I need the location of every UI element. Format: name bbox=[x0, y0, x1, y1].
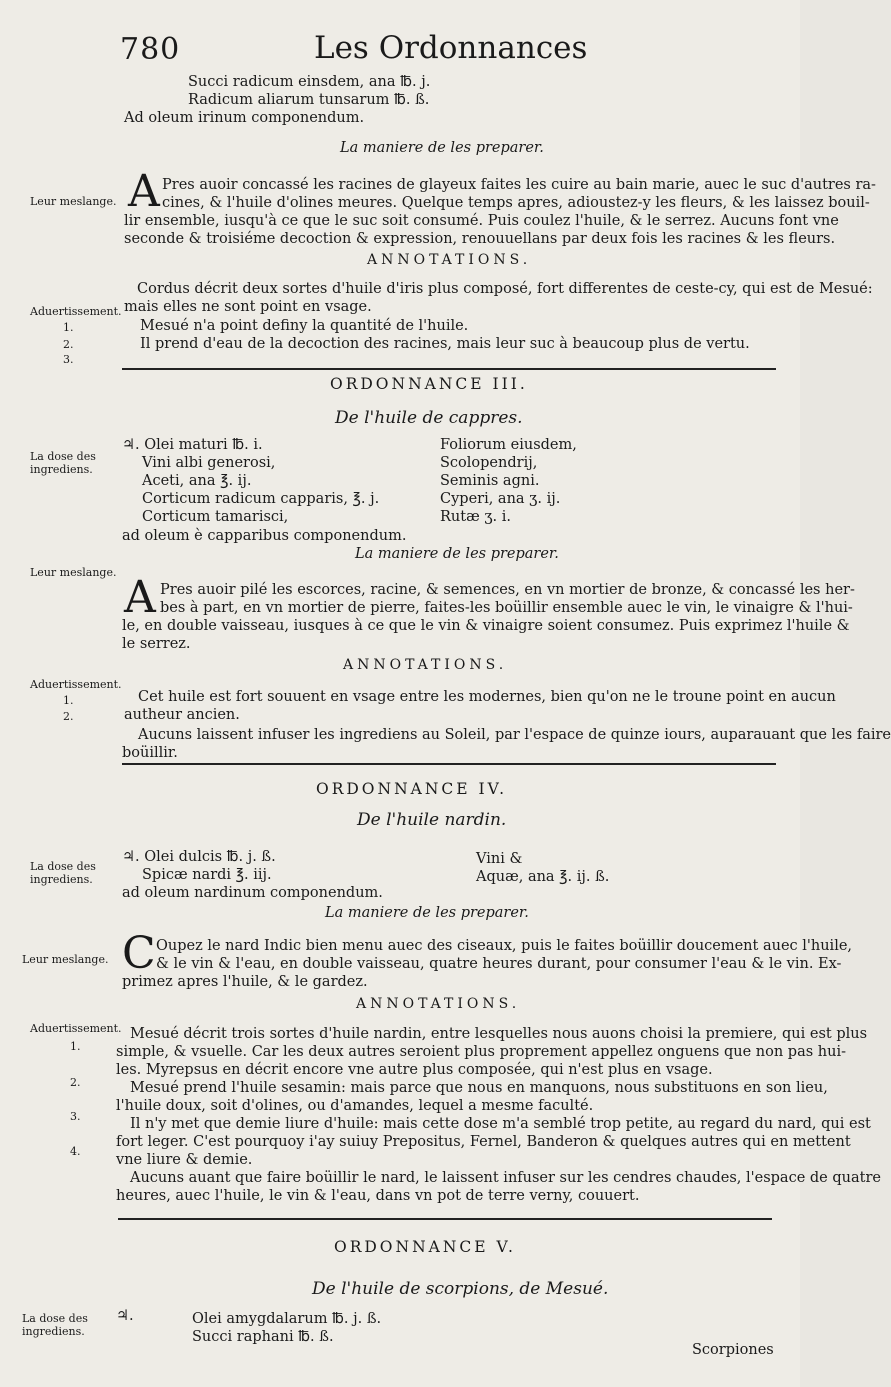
margin-note: Leur meslange. bbox=[30, 195, 117, 208]
ordonnance-subtitle: De l'huile nardin. bbox=[357, 810, 507, 830]
ingredient: Corticum tamarisci, bbox=[142, 509, 289, 525]
text-line: le serrez. bbox=[122, 636, 191, 652]
margin-note: La dose des ingrediens. bbox=[22, 1312, 88, 1338]
section-heading: La maniere de les preparer. bbox=[325, 905, 529, 921]
margin-note: Aduertissement. bbox=[30, 678, 122, 691]
text-line: Pres auoir concassé les racines de glayeux faites les cuire au bain marie, auec le suc d'autres ra- bbox=[162, 177, 876, 193]
ingredient: Scolopendrij, bbox=[440, 455, 538, 471]
margin-note: Aduertissement. bbox=[30, 1022, 122, 1035]
text-line: Il prend d'eau de la decoction des racines, mais leur suc à beaucoup plus de vertu. bbox=[140, 336, 750, 352]
annotations-title: ANNOTATIONS. bbox=[343, 657, 508, 673]
section-heading: La maniere de les preparer. bbox=[355, 546, 559, 562]
running-title: Les Ordonnances bbox=[314, 30, 588, 66]
text-line: seconde & troisiéme decoction & expression, renouuellans par deux fois les racines & les fleurs. bbox=[124, 231, 836, 247]
text-line: le, en double vaisseau, iusques à ce que le vin & vinaigre soient consumez. Puis exprimez l'huile & bbox=[122, 618, 850, 634]
note-number: 3. bbox=[63, 353, 74, 366]
ingredient: Corticum radicum capparis, ℥. j. bbox=[142, 491, 380, 507]
ingredient: Vini albi generosi, bbox=[142, 455, 276, 471]
jupiter-symbol: ♃. bbox=[116, 1308, 134, 1324]
text-line: simple, & vsuelle. Car les deux autres seroient plus proprement appellez onguens que non pas hui- bbox=[116, 1044, 846, 1060]
text-line: boüillir. bbox=[122, 745, 178, 761]
text-line: & le vin & l'eau, en double vaisseau, quatre heures durant, pour consumer l'eau & le vin. Ex- bbox=[156, 956, 842, 972]
text-line: autheur ancien. bbox=[124, 707, 240, 723]
margin-note: Leur meslange. bbox=[30, 566, 117, 579]
text-line: Cet huile est fort souuent en vsage entre les modernes, bien qu'on ne le troune point en aucun bbox=[138, 689, 836, 705]
text-line: Aucuns auant que faire boüillir le nard, le laissent infuser sur les cendres chaudes, l'espace de quatre bbox=[130, 1170, 881, 1186]
ingredient: Olei amygdalarum ℔. j. ß. bbox=[192, 1311, 382, 1327]
ingredient: Seminis agni. bbox=[440, 473, 540, 489]
recipe-line: Succi radicum einsdem, ana ℔. j. bbox=[188, 74, 431, 90]
section-rule bbox=[122, 763, 776, 765]
recipe-line: ad oleum è capparibus componendum. bbox=[122, 528, 407, 544]
text-line: primez apres l'huile, & le gardez. bbox=[122, 974, 368, 990]
ingredient: Vini & bbox=[476, 851, 523, 867]
ordonnance-subtitle: De l'huile de scorpions, de Mesué. bbox=[312, 1279, 609, 1299]
text-line: Aucuns laissent infuser les ingrediens au Soleil, par l'espace de quinze iours, auparauant que les faire bbox=[138, 727, 891, 743]
text-line: bes à part, en vn mortier de pierre, faites-les boüillir ensemble auec le vin, le vinaigre & l'hui- bbox=[160, 600, 853, 616]
note-number: 1. bbox=[63, 321, 74, 334]
annotations-title: ANNOTATIONS. bbox=[356, 996, 521, 1012]
ingredient: Cyperi, ana ʒ. ij. bbox=[440, 491, 561, 507]
ingredient: ♃. Olei maturi ℔. i. bbox=[122, 437, 263, 453]
ingredient: Succi raphani ℔. ß. bbox=[192, 1329, 334, 1345]
text-line: Cordus décrit deux sortes d'huile d'iris plus composé, fort differentes de ceste-cy, qui est de Mesué: bbox=[137, 281, 873, 297]
text-line: lir ensemble, iusqu'à ce que le suc soit consumé. Puis coulez l'huile, & le serrez. Aucuns font vne bbox=[124, 213, 839, 229]
note-number: 2. bbox=[70, 1076, 81, 1089]
note-number: 1. bbox=[63, 694, 74, 707]
text-line: Mesué prend l'huile sesamin: mais parce que nous en manquons, nous substituons en son lieu, bbox=[130, 1080, 828, 1096]
ordonnance-title: ORDONNANCE IV. bbox=[316, 780, 508, 798]
annotations-title: ANNOTATIONS. bbox=[367, 252, 532, 268]
ingredient: Spicæ nardi ℥. iij. bbox=[142, 867, 272, 883]
ingredient: Foliorum eiusdem, bbox=[440, 437, 577, 453]
text-line: Pres auoir pilé les escorces, racine, & semences, en vn mortier de bronze, & concassé les her- bbox=[160, 582, 855, 598]
ordonnance-title: ORDONNANCE V. bbox=[334, 1238, 516, 1256]
recipe-line: Radicum aliarum tunsarum ℔. ß. bbox=[188, 92, 430, 108]
note-number: 2. bbox=[63, 338, 74, 351]
text-line: cines, & l'huile d'olines meures. Quelque temps apres, adioustez-y les fleurs, & les laissez bouil- bbox=[162, 195, 870, 211]
text-line: vne liure & demie. bbox=[116, 1152, 253, 1168]
margin-note: La dose des ingrediens. bbox=[30, 450, 96, 476]
text-line: fort leger. C'est pourquoy i'ay suiuy Prepositus, Fernel, Banderon & quelques autres qui en mettent bbox=[116, 1134, 851, 1150]
note-number: 1. bbox=[70, 1040, 81, 1053]
ingredient: Aceti, ana ℥. ij. bbox=[142, 473, 252, 489]
recipe-line: Ad oleum irinum componendum. bbox=[124, 110, 365, 126]
text-line: l'huile doux, soit d'olines, ou d'amandes, lequel a mesme faculté. bbox=[116, 1098, 594, 1114]
drop-cap: A bbox=[124, 572, 156, 623]
margin-note: La dose des ingrediens. bbox=[30, 860, 96, 886]
ingredient: Rutæ ʒ. i. bbox=[440, 509, 511, 525]
catchword: Scorpiones bbox=[692, 1342, 774, 1358]
ingredient: ♃. Olei dulcis ℔. j. ß. bbox=[122, 849, 276, 865]
recipe-line: ad oleum nardinum componendum. bbox=[122, 885, 383, 901]
text-line: les. Myrepsus en décrit encore vne autre plus composée, qui n'est plus en vsage. bbox=[116, 1062, 713, 1078]
text-line: heures, auec l'huile, le vin & l'eau, dans vn pot de terre verny, couuert. bbox=[116, 1188, 640, 1204]
section-rule bbox=[118, 1218, 772, 1220]
ordonnance-subtitle: De l'huile de cappres. bbox=[335, 408, 523, 428]
section-rule bbox=[122, 368, 776, 370]
text-line: mais elles ne sont point en vsage. bbox=[124, 299, 372, 315]
text-line: Mesué n'a point definy la quantité de l'huile. bbox=[140, 318, 469, 334]
margin-note: Leur meslange. bbox=[22, 953, 109, 966]
text-line: Oupez le nard Indic bien menu auec des ciseaux, puis le faites boüillir doucement auec l'huile, bbox=[156, 938, 853, 954]
text-line: Mesué décrit trois sortes d'huile nardin, entre lesquelles nous auons choisi la premiere, qui est plus bbox=[130, 1026, 868, 1042]
page-number: 780 bbox=[120, 32, 181, 67]
note-number: 3. bbox=[70, 1110, 81, 1123]
margin-note: Aduertissement. bbox=[30, 305, 122, 318]
section-heading: La maniere de les preparer. bbox=[340, 140, 544, 156]
ordonnance-title: ORDONNANCE III. bbox=[330, 375, 528, 393]
drop-cap: A bbox=[128, 166, 160, 217]
note-number: 2. bbox=[63, 710, 74, 723]
drop-cap: C bbox=[122, 928, 156, 979]
ingredient: Aquæ, ana ℥. ij. ß. bbox=[476, 869, 610, 885]
text-line: Il n'y met que demie liure d'huile: mais cette dose m'a semblé trop petite, au regard du nard, qui est bbox=[130, 1116, 871, 1132]
note-number: 4. bbox=[70, 1145, 81, 1158]
